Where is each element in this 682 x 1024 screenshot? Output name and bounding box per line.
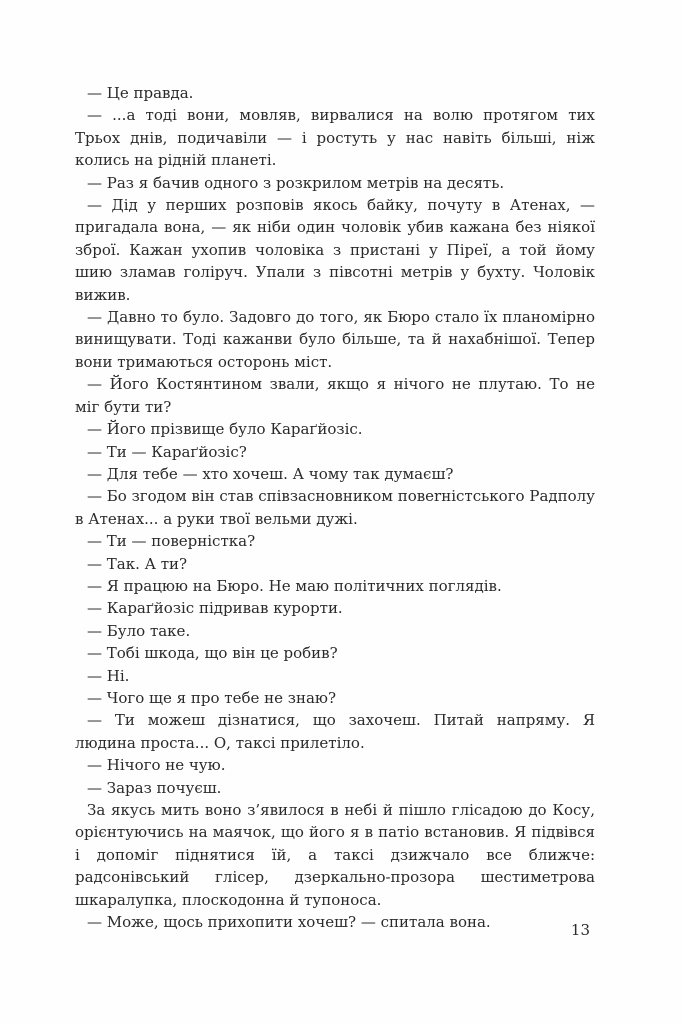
paragraph: — Було таке. [87, 621, 191, 640]
paragraph: — Для тебе — хто хочеш. А чому так думаєш? [87, 464, 454, 483]
page-number: 13 [570, 921, 590, 939]
paragraph: — Це правда. [87, 84, 194, 102]
paragraph: — Може, щось прихопити хочеш? — спитала вона. [87, 913, 491, 932]
paragraph: — Зараз почуєш. [87, 778, 222, 797]
body-text [75, 82, 595, 933]
paragraph: — Ні. [87, 666, 130, 685]
paragraph: — Караґйозіс підривав курорти. [87, 599, 343, 618]
paragraph: — Ти можеш дізнатися, що захочеш. Питай напряму. Я людина проста... О, таксі прилетіло. [75, 711, 595, 752]
paragraph: — Дід у перших розповів якось байку, почуту в Атенах, — пригадала вона, — як ніби один чоловік убив кажана без ніякої зброї. Кажан ухопив чоловіка з пристані у Піреї, а той йому шию зламав голіруч. Упали з півсотні метрів у бухту. Чоловік вижив. [75, 196, 595, 304]
paragraph: — Його Костянтином звали, якщо я нічого не плутаю. То не міг бути ти? [75, 375, 595, 416]
paragraph: — Раз я бачив одного з розкрилом метрів на десять. [87, 173, 505, 192]
paragraph: — Ти — поверністка? [87, 532, 256, 551]
paragraph: — Чого ще я про тебе не знаю? [87, 688, 336, 707]
paragraph: — Так. А ти? [87, 554, 188, 573]
paragraph: — ...а тоді вони, мовляв, вирвалися на волю протягом тих Трьох днів, подичавіли — і ростуть у нас навіть більші, ніж колись на рідній планеті. [75, 106, 595, 170]
paragraph: — Тобі шкода, що він це робив? [87, 644, 338, 663]
paragraph: — Його прізвище було Караґйозіс. [87, 420, 363, 439]
paragraph: — Ти — Караґйозіс? [87, 442, 247, 461]
paragraph: — Нічого не чую. [87, 756, 226, 775]
paragraph: — Я працюю на Бюро. Не маю політичних поглядів. [87, 576, 502, 595]
paragraph: — Давно то було. Задовго до того, як Бюро стало їх планомірно винищувати. Тоді кажанви було більше, та й нахабнішої. Тепер вони тримаються осторонь міст. [75, 308, 595, 371]
paragraph: За якусь мить воно з’явилося в небі й пішло глісадою до Косу, орієнтуючись на маячок, що його я в патіо встановив. Я підвівся і допоміг піднятися їй, а таксі дзижчало все ближче: радсонівський глісер, дзеркально-прозора шестиметрова шкаралупка, плоскодонна й тупоноса. [75, 801, 595, 909]
paragraph: — Бо згодом він став співзасновником повerністського Радполу в Атенах... а руки твої вельми дужі. [75, 487, 596, 528]
